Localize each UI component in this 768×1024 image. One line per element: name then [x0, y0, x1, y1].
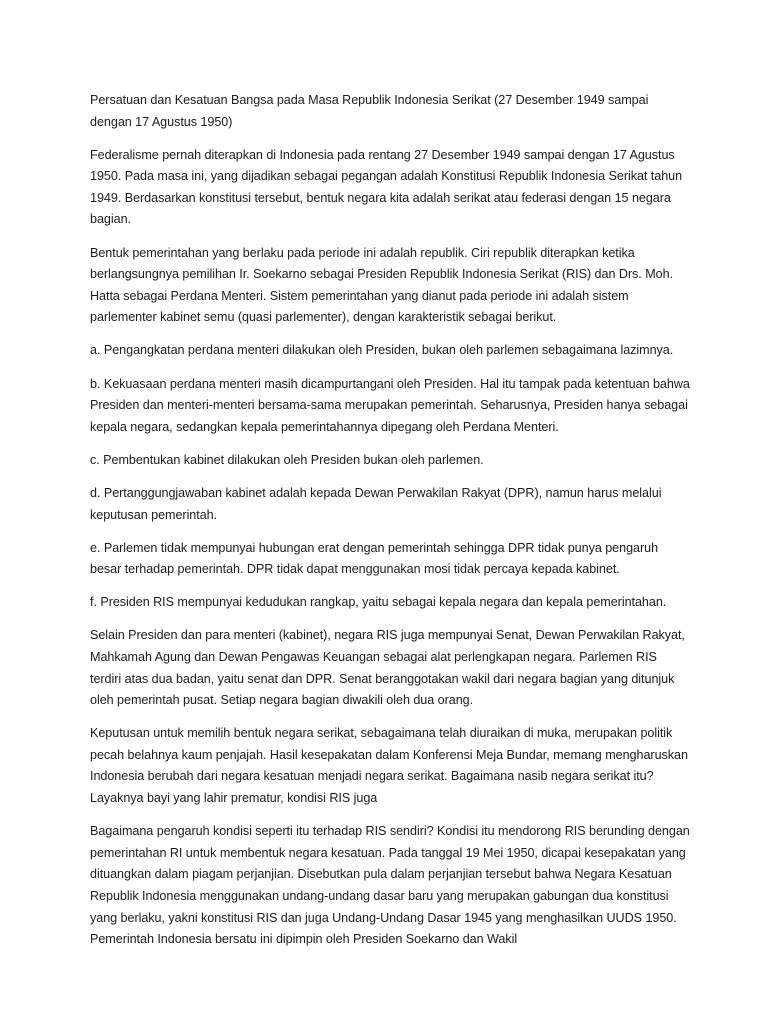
paragraph-state-organs: Selain Presiden dan para menteri (kabinet), negara RIS juga mempunyai Senat, Dewan Perwakilan Rakyat, Mahkamah Agung dan Dewan Pengawas Keuangan sebagai alat perlengkapan negara. Parlemen RIS terdiri atas dua badan, yaitu senat dan DPR. Senat beranggotakan wakil dari negara bagian yang ditunjuk oleh pemerintah pusat. Setiap negara bagian diwakili oleh dua orang.: [90, 628, 685, 708]
paragraph-government-form: Bentuk pemerintahan yang berlaku pada periode ini adalah republik. Ciri republik diterapkan ketika berlangsungnya pemilihan Ir. Soekarno sebagai Presiden Republik Indonesia Serikat (RIS) dan Drs. Moh. Hatta sebagai Perdana Menteri. Sistem pemerintahan yang dianut pada periode ini adalah sistem parlementer kabinet semu (quasi parlementer), dengan karakteristik sebagai berikut.: [90, 245, 673, 325]
list-item-c: c. Pembentukan kabinet dilakukan oleh Presiden bukan oleh parlemen.: [90, 452, 484, 467]
paragraph-federalism: Federalisme pernah diterapkan di Indonesia pada rentang 27 Desember 1949 sampai dengan 17 Agustus 1950. Pada masa ini, yang dijadikan sebagai pegangan adalah Konstitusi Republik Indonesia Serikat tahun 1949. Berdasarkan konstitusi tersebut, bentuk negara kita adalah serikat atau federasi dengan 15 negara bagian.: [90, 147, 683, 227]
list-item-f: f. Presiden RIS mempunyai kedudukan rangkap, yaitu sebagai kepala negara dan kepala pemerintahan.: [90, 595, 667, 610]
list-item-b: b. Kekuasaan perdana menteri masih dicampurtangani oleh Presiden. Hal itu tampak pada ketentuan bahwa Presiden dan menteri-menteri bersama-sama merupakan pemerintah. Seharusnya, Presiden hanya sebagai kepala negara, sedangkan kepala pemerintahannya dipegang oleh Perdana Menteri.: [90, 376, 690, 434]
list-item-d: d. Pertanggungjawaban kabinet adalah kepada Dewan Perwakilan Rakyat (DPR), namun harus melalui keputusan pemerintah.: [90, 485, 662, 522]
document-title: Persatuan dan Kesatuan Bangsa pada Masa Republik Indonesia Serikat (27 Desember 1949 sampai dengan 17 Agustus 1950): [90, 93, 649, 129]
document-page: [90, 90, 690, 962]
paragraph-unitary-state: Bagaimana pengaruh kondisi seperti itu terhadap RIS sendiri? Kondisi itu mendorong RIS berunding dengan pemerintahan RI untuk membentuk negara kesatuan. Pada tanggal 19 Mei 1950, dicapai kesepakatan yang dituangkan dalam piagam perjanjian. Disebutkan pula dalam perjanjian tersebut bahwa Negara Kesatuan Republik Indonesia menggunakan undang-undang dasar baru yang merupakan gabungan dua konstitusi yang berlaku, yakni konstitusi RIS dan juga Undang-Undang Dasar 1945 yang menghasilkan UUDS 1950. Pemerintah Indonesia bersatu ini dipimpin oleh Presiden Soekarno dan Wakil: [90, 824, 690, 947]
paragraph-federal-decision: Keputusan untuk memilih bentuk negara serikat, sebagaimana telah diuraikan di muka, merupakan politik pecah belahnya kaum penjajah. Hasil kesepakatan dalam Konferensi Meja Bundar, memang mengharuskan Indonesia berubah dari negara kesatuan menjadi negara serikat. Bagaimana nasib negara serikat itu? Layaknya bayi yang lahir prematur, kondisi RIS juga: [90, 726, 688, 806]
list-item-e: e. Parlemen tidak mempunyai hubungan erat dengan pemerintah sehingga DPR tidak punya pengaruh besar terhadap pemerintah. DPR tidak dapat menggunakan mosi tidak percaya kepada kabinet.: [90, 540, 659, 577]
list-item-a: a. Pengangkatan perdana menteri dilakukan oleh Presiden, bukan oleh parlemen sebagaimana lazimnya.: [90, 343, 674, 358]
